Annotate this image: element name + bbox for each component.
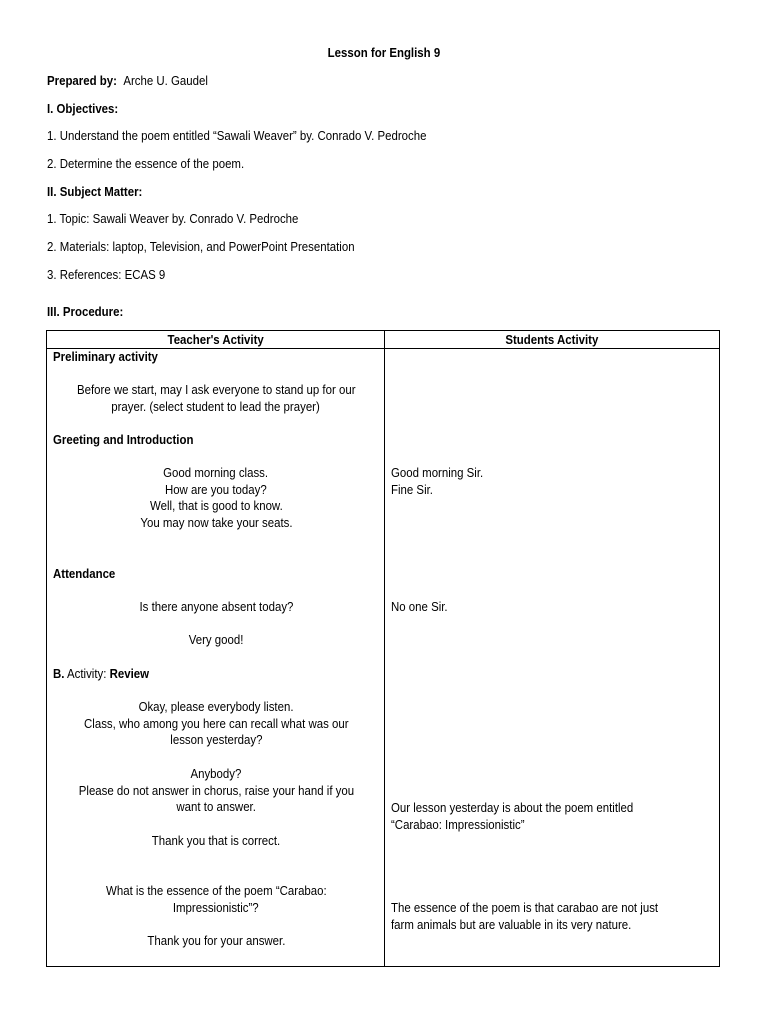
attendance-heading: Attendance: [53, 566, 116, 581]
objective-item: 1. Understand the poem entitled “Sawali Weaver” by. Conrado V. Pedroche: [47, 128, 427, 143]
anybody-text: Anybody? Please do not answer in chorus, raise your hand if you want to answer.: [78, 766, 354, 814]
prepared-name: Arche U. Gaudel: [123, 73, 208, 88]
subject-item: 3. References: ECAS 9: [47, 267, 166, 282]
greeting-heading: Greeting and Introduction: [53, 432, 194, 447]
document-title: Lesson for English 9: [327, 45, 441, 60]
activity-heading: B. Activity: Review: [53, 666, 150, 681]
subject-item: 2. Materials: laptop, Television, and PowerPoint Presentation: [47, 239, 355, 254]
essence-question: What is the essence of the poem “Carabao: Impressionistic”?: [105, 883, 327, 915]
prepared-by: [47, 72, 230, 90]
review-text: Okay, please everybody listen. Class, who among you here can recall what was our lesson yesterday?: [83, 699, 349, 747]
greeting-responses: Good morning Sir. Fine Sir.: [391, 465, 484, 497]
greeting-text: Good morning class. How are you today? Well, that is good to know. You may now take your seats.: [139, 465, 293, 530]
procedure-table: [46, 330, 720, 967]
objective-item: 2. Determine the essence of the poem.: [47, 156, 245, 171]
thanks-answer-text: Thank you for your answer.: [147, 933, 285, 948]
col-header-teacher: Teacher's Activity: [167, 332, 264, 347]
subject-matter-heading: II. Subject Matter:: [47, 184, 143, 199]
col-header-students: Students Activity: [505, 332, 599, 347]
very-good-text: Very good!: [188, 632, 244, 647]
attendance-question: Is there anyone absent today?: [139, 599, 293, 614]
column-divider: [384, 331, 385, 966]
attendance-response: No one Sir.: [391, 599, 448, 614]
preliminary-heading: Preliminary activity: [53, 349, 158, 364]
essence-response: The essence of the poem is that carabao are not just farm animals but are valuable in its very nature.: [391, 900, 659, 932]
objectives-heading: I. Objectives:: [47, 101, 119, 116]
prayer-text: Before we start, may I ask everyone to stand up for our prayer. (select student to lead the prayer): [76, 382, 356, 414]
subject-item: 1. Topic: Sawali Weaver by. Conrado V. Pedroche: [47, 211, 299, 226]
review-response: Our lesson yesterday is about the poem entitled “Carabao: Impressionistic”: [391, 800, 634, 832]
prepared-label: Prepared by:: [47, 73, 117, 88]
thanks-correct-text: Thank you that is correct.: [151, 833, 281, 848]
procedure-heading: III. Procedure:: [47, 304, 124, 319]
